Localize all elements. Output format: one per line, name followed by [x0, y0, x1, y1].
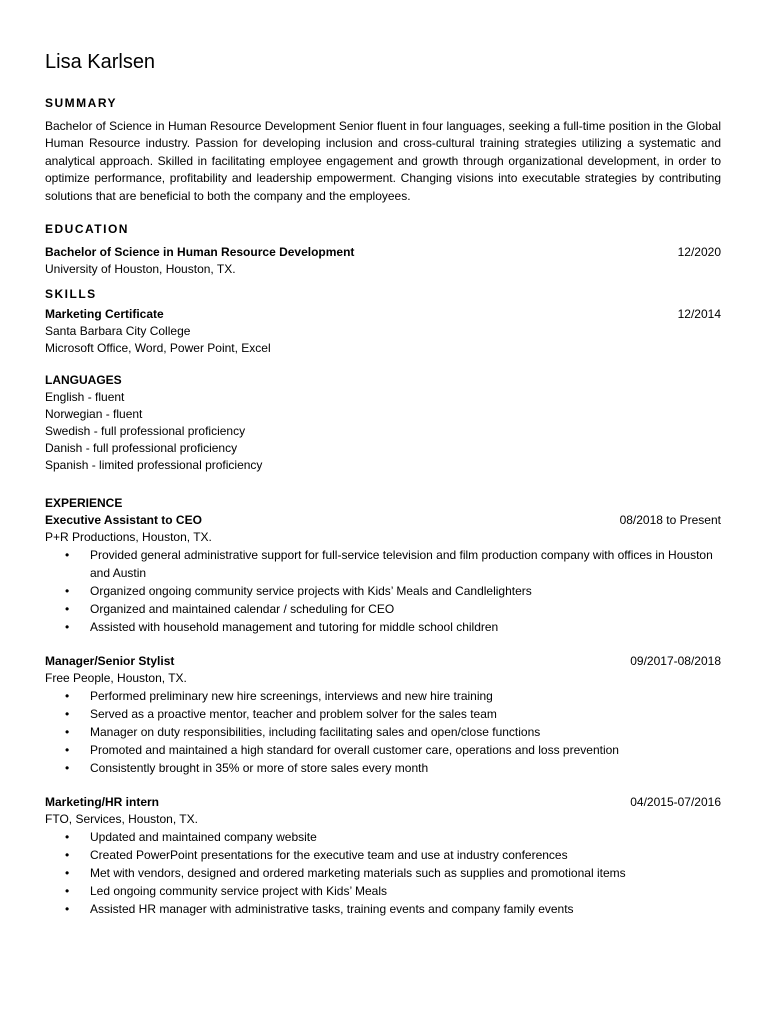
experience-heading: EXPERIENCE	[45, 496, 123, 510]
skills-heading: SKILLS	[45, 287, 97, 301]
education-date: 12/2020	[677, 245, 721, 259]
job-bullet: • Created PowerPoint presentations for the executive team and use at industry conferences	[45, 846, 721, 864]
job-header	[45, 512, 721, 529]
job-bullet: • Provided general administrative support for full-service television and film production company with offices in Houston and Austin	[45, 546, 721, 582]
job-company: FTO, Services, Houston, TX.	[45, 812, 198, 826]
candidate-name: Lisa Karlsen	[45, 51, 156, 73]
job-bullet: • Updated and maintained company website	[45, 828, 721, 846]
job-bullet: • Organized ongoing community service projects with Kids’ Meals and Candlelighters	[45, 582, 721, 600]
job-bullet: • Assisted with household management and tutoring for middle school children	[45, 618, 721, 636]
education-heading: EDUCATION	[45, 222, 129, 236]
job-bullet-list	[45, 828, 721, 918]
language-item: Danish - full professional proficiency	[45, 441, 238, 455]
job-bullet: • Consistently brought in 35% or more of store sales every month	[45, 759, 721, 777]
language-item: English - fluent	[45, 390, 125, 404]
language-item: Swedish - full professional proficiency	[45, 424, 246, 438]
job-bullet-list	[45, 546, 721, 636]
summary-text: Bachelor of Science in Human Resource Development Senior fluent in four languages, seeking a full-time position in the Global Human Resource industry. Passion for developing inclusion and cross-cultural training strategies utilizing a systematic and analytical approach. Skilled in facilitating employee engagement and growth through organizational development, in order to optimize performance, profitability and leadership empowerment. Changing visions into executable strategies by contributing solutions that are beneficial to both the company and the employees.	[45, 119, 721, 203]
job-bullet: • Led ongoing community service project with Kids’ Meals	[45, 882, 721, 900]
language-item: Spanish - limited professional proficiency	[45, 458, 263, 472]
skills-date: 12/2014	[677, 307, 721, 321]
job-bullet: • Met with vendors, designed and ordered marketing materials such as supplies and promotional items	[45, 864, 721, 882]
education-row	[45, 244, 721, 261]
job-date: 04/2015-07/2016	[630, 795, 721, 809]
job-date: 09/2017-08/2018	[630, 654, 721, 668]
language-item: Norwegian - fluent	[45, 407, 143, 421]
summary-heading: SUMMARY	[45, 96, 118, 110]
languages-heading: LANGUAGES	[45, 373, 122, 387]
job-bullet: • Served as a proactive mentor, teacher and problem solver for the sales team	[45, 705, 721, 723]
job-bullet: • Performed preliminary new hire screenings, interviews and new hire training	[45, 687, 721, 705]
job-title: Marketing/HR intern	[45, 795, 160, 809]
skills-row	[45, 306, 721, 323]
job-bullet: • Assisted HR manager with administrative tasks, training events and company family events	[45, 900, 721, 918]
skills-software: Microsoft Office, Word, Power Point, Excel	[45, 341, 271, 355]
job-date: 08/2018 to Present	[619, 513, 721, 527]
job-title: Executive Assistant to CEO	[45, 513, 202, 527]
job-bullet: • Manager on duty responsibilities, including facilitating sales and open/close functions	[45, 723, 721, 741]
job-company: P+R Productions, Houston, TX.	[45, 530, 212, 544]
education-degree: Bachelor of Science in Human Resource Development	[45, 245, 355, 259]
job-company: Free People, Houston, TX.	[45, 671, 187, 685]
job-bullet-list	[45, 687, 721, 777]
skills-certificate: Marketing Certificate	[45, 307, 164, 321]
job-header	[45, 794, 721, 811]
job-title: Manager/Senior Stylist	[45, 654, 175, 668]
skills-school: Santa Barbara City College	[45, 324, 191, 338]
education-school: University of Houston, Houston, TX.	[45, 262, 236, 276]
job-bullet: • Promoted and maintained a high standard for overall customer care, operations and loss prevention	[45, 741, 721, 759]
job-bullet: • Organized and maintained calendar / scheduling for CEO	[45, 600, 721, 618]
job-header	[45, 653, 721, 670]
